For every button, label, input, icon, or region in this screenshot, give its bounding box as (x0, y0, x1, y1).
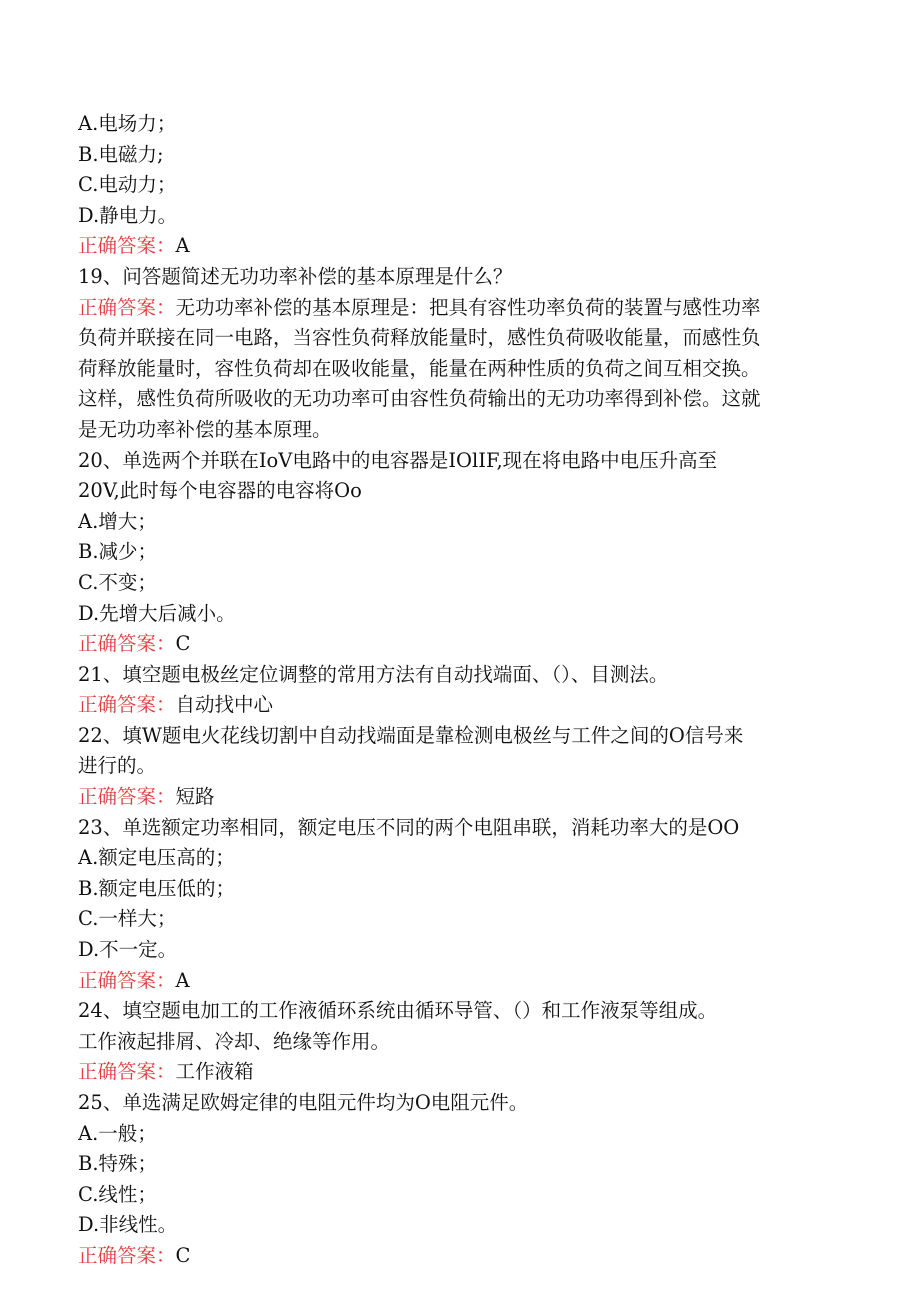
text-line: B.减少； (78, 540, 158, 564)
text-line: 24、填空题电加工的工作液循环系统由循环导管、（）和工作液泵等组成。 (78, 999, 718, 1023)
answer-label: 正确答案： (78, 968, 176, 992)
answer-text: 短路 (175, 785, 215, 809)
answer-line (78, 1057, 858, 1088)
answer-text: A (175, 234, 190, 258)
answer-line (78, 293, 858, 324)
answer-label: 正确答案： (78, 1243, 176, 1267)
answer-label: 正确答案： (78, 295, 176, 319)
text-line: C.电动力； (78, 173, 177, 197)
text-line: D.先增大后减小。 (78, 601, 236, 625)
text-line: 20、单选两个并联在IoV电路中的电容器是IOlIF,现在将电路中电压升高至 (78, 448, 718, 472)
text-line: A.增大； (78, 509, 157, 533)
answer-line (78, 231, 858, 262)
answer-text: C (175, 632, 191, 656)
text-line: D.不一定。 (78, 938, 178, 962)
answer-text: C (175, 1243, 191, 1267)
answer-line (78, 629, 858, 660)
document-body (78, 109, 858, 1272)
text-line: 23、单选额定功率相同，额定电压不同的两个电阻串联，消耗功率大的是OO (78, 815, 740, 839)
text-line: 负荷并联接在同一电路，当容性负荷释放能量时，感性负荷吸收能量，而感性负 (78, 326, 761, 350)
answer-text: 无功功率补偿的基本原理是：把具有容性功率负荷的装置与感性功率 (175, 295, 761, 319)
answer-label: 正确答案： (78, 1060, 176, 1084)
text-line: 进行的。 (78, 754, 157, 778)
answer-text: 自动找中心 (175, 693, 274, 717)
answer-label: 正确答案： (78, 632, 176, 656)
text-line: B.特殊； (78, 1152, 158, 1176)
text-line: B.电磁力; (78, 142, 164, 166)
answer-label: 正确答案： (78, 693, 176, 717)
answer-text: 工作液箱 (175, 1060, 254, 1084)
text-line: 19、问答题简述无功功率补偿的基本原理是什么？ (78, 264, 513, 288)
answer-label: 正确答案： (78, 234, 176, 258)
text-line: C.一样大； (78, 907, 177, 931)
text-line: 20V,此时每个电容器的电容将Oo (78, 479, 362, 503)
text-line: 22、填W题电火花线切割中自动找端面是靠检测电极丝与工件之间的O信号来 (78, 723, 744, 747)
text-line: A.电场力； (78, 112, 177, 135)
answer-label: 正确答案： (78, 785, 176, 809)
answer-line (78, 782, 858, 813)
text-line: 21、填空题电极丝定位调整的常用方法有自动找端面、（）、目测法。 (78, 662, 669, 686)
text-line: D.非线性。 (78, 1213, 178, 1237)
text-line: A.额定电压高的； (78, 846, 235, 870)
answer-text: A (175, 968, 190, 992)
answer-line (78, 1241, 858, 1272)
text-line: C.不变； (78, 570, 157, 594)
text-line: A.一般； (78, 1121, 157, 1145)
text-line: 工作液起排屑、冷却、绝缘等作用。 (78, 1029, 391, 1053)
text-line: D.静电力。 (78, 203, 178, 227)
text-line: C.线性； (78, 1182, 157, 1206)
text-line: 这样，感性负荷所吸收的无功功率可由容性负荷输出的无功功率得到补偿。这就 (78, 387, 761, 411)
answer-line (78, 966, 858, 997)
text-line: 是无功功率补偿的基本原理。 (78, 417, 332, 441)
text-line: 25、单选满足欧姆定律的电阻元件均为O电阻元件。 (78, 1091, 529, 1114)
answer-line (78, 690, 858, 721)
text-line: 荷释放能量时，容性负荷却在吸收能量，能量在两种性质的负荷之间互相交换。 (78, 356, 761, 380)
text-line: B.额定电压低的； (78, 876, 236, 900)
